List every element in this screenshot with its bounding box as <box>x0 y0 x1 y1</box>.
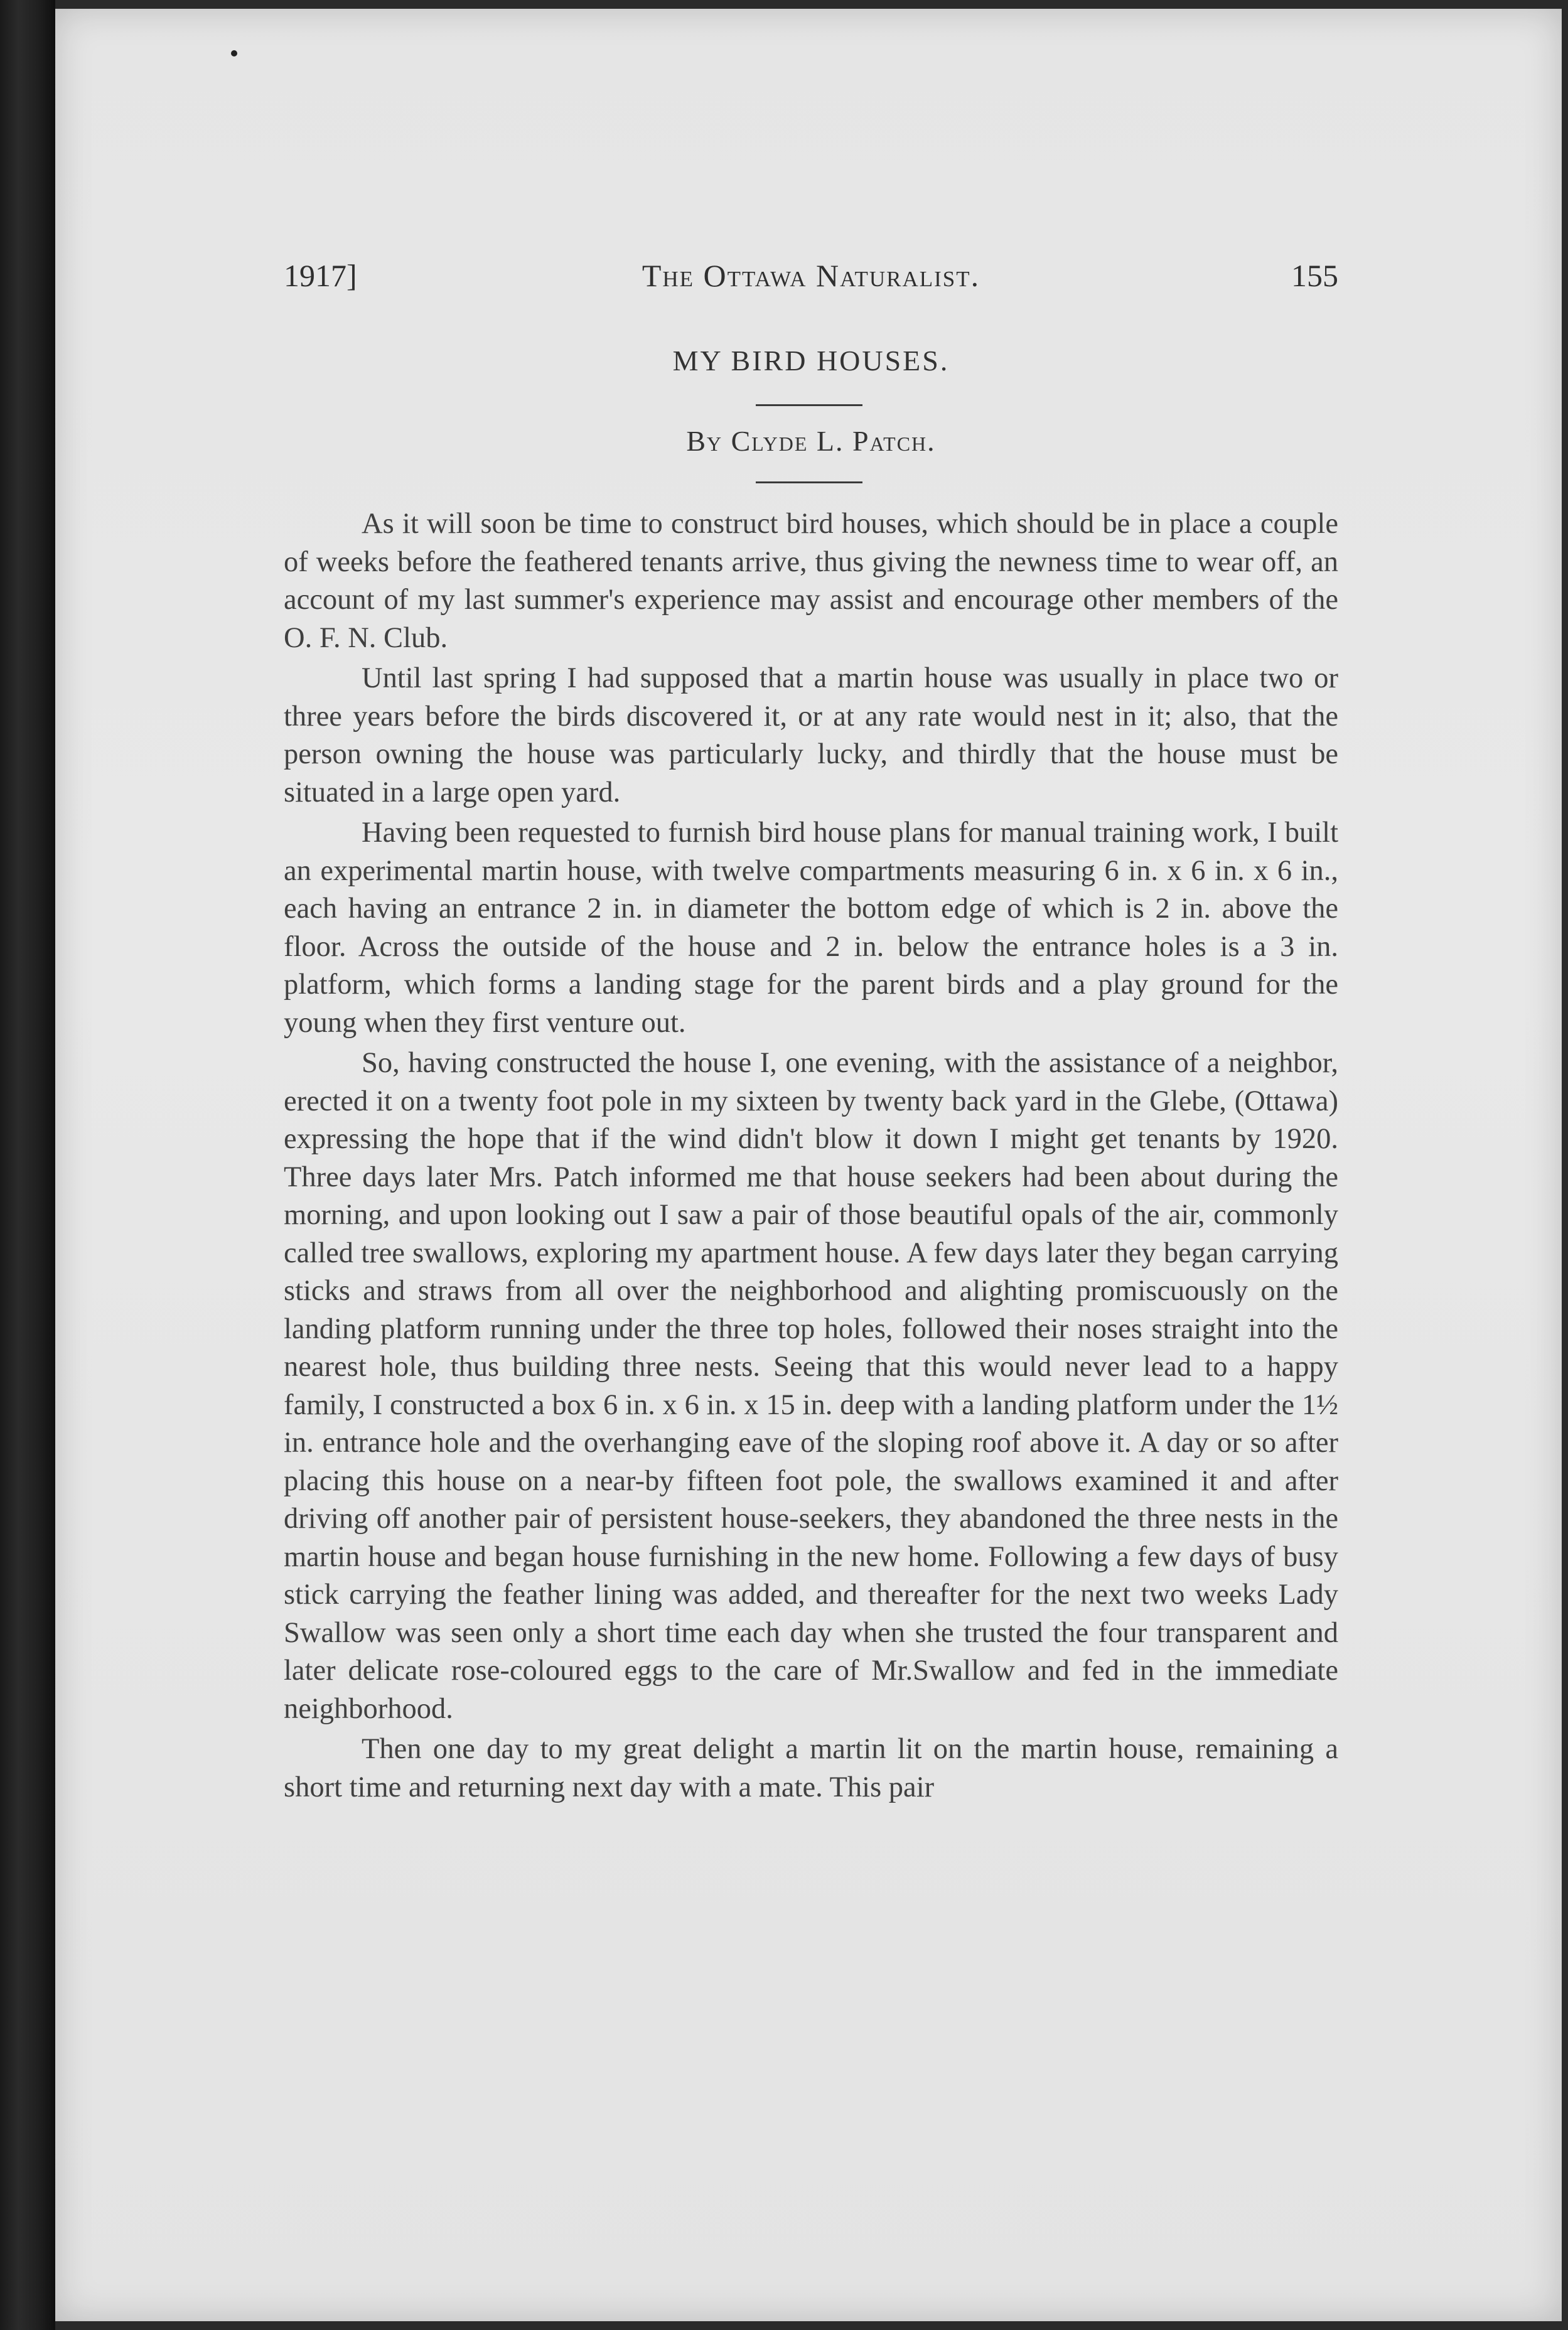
paragraph-1: As it will soon be time to construct bird houses, which should be in place a couple of weeks before the feathered tenants arrive, thus giving the newness time to wear off, an account of my last summer's experience may assist and encourage other members of the O. F. N. Club. <box>284 508 1338 654</box>
running-head <box>284 257 1338 308</box>
article-title: MY BIRD HOUSES. <box>672 345 950 377</box>
scan-left-border <box>0 0 55 2330</box>
page-number: 155 <box>1291 258 1338 293</box>
article-byline: By Clyde L. Patch. <box>686 425 936 457</box>
paragraph-3: Having been requested to furnish bird house plans for manual training work, I built an experimental martin house, with twelve compartments measuring 6 in. x 6 in. x 6 in., each having an entrance 2 in. in diameter the bottom edge of which is 2 in. above the floor. Across the outside of the house and 2 in. below the entrance holes is a 3 in. platform, which forms a landing stage for the parent birds and a play ground for the young when they first venture out. <box>284 817 1338 1039</box>
article-body <box>284 505 1338 1809</box>
paragraph-2: Until last spring I had supposed that a martin house was usually in place two or three years before the birds discovered it, or at any rate would nest in it; also, that the person owning the house was particularly lucky, and thirdly that the house must be situated in a large open yard. <box>284 662 1338 808</box>
journal-title: The Ottawa Naturalist. <box>642 258 980 293</box>
paragraph-4: So, having constructed the house I, one evening, with the assistance of a neighbor, erected it on a twenty foot pole in my sixteen by twenty back yard in the Glebe, (Ottawa) expressing the hope that if the wind didn't blow it down I might get tenants by 1920. Three days later Mrs. Patch informed me that house seekers had been about during the morning, and upon looking out I saw a pair of those beautiful opals of the air, commonly called tree swallows, exploring my apartment house. A few days later they began carrying sticks and straws from all over the neighborhood and alighting promiscuously on the landing platform running under the three top holes, followed their noses straight into the nearest hole, thus building three nests. Seeing that this would never lead to a happy family, I constructed a box 6 in. x 6 in. x 15 in. deep with a landing platform under the 1½ in. entrance hole and the overhanging eave of the sloping roof above it. A day or so after placing this house on a near-by fifteen foot pole, the swallows examined it and after driving off another pair of persistent house-seekers, they abandoned the three nests in the martin house and began house furnishing in the new home. Following a few days of busy stick carrying the feather lining was added, and thereafter for the next two weeks Lady Swallow was seen only a short time each day when she trusted the four transparent and later delicate rose-coloured eggs to the care of Mr.Swallow and fed in the immediate neighborhood. <box>284 1047 1338 1725</box>
header-year: 1917] <box>284 258 357 293</box>
scan-speck <box>231 50 237 56</box>
byline-divider <box>756 481 862 483</box>
title-divider <box>756 404 862 406</box>
paragraph-5: Then one day to my great delight a martin lit on the martin house, remaining a short time and returning next day with a mate. This pair <box>284 1733 1338 1803</box>
